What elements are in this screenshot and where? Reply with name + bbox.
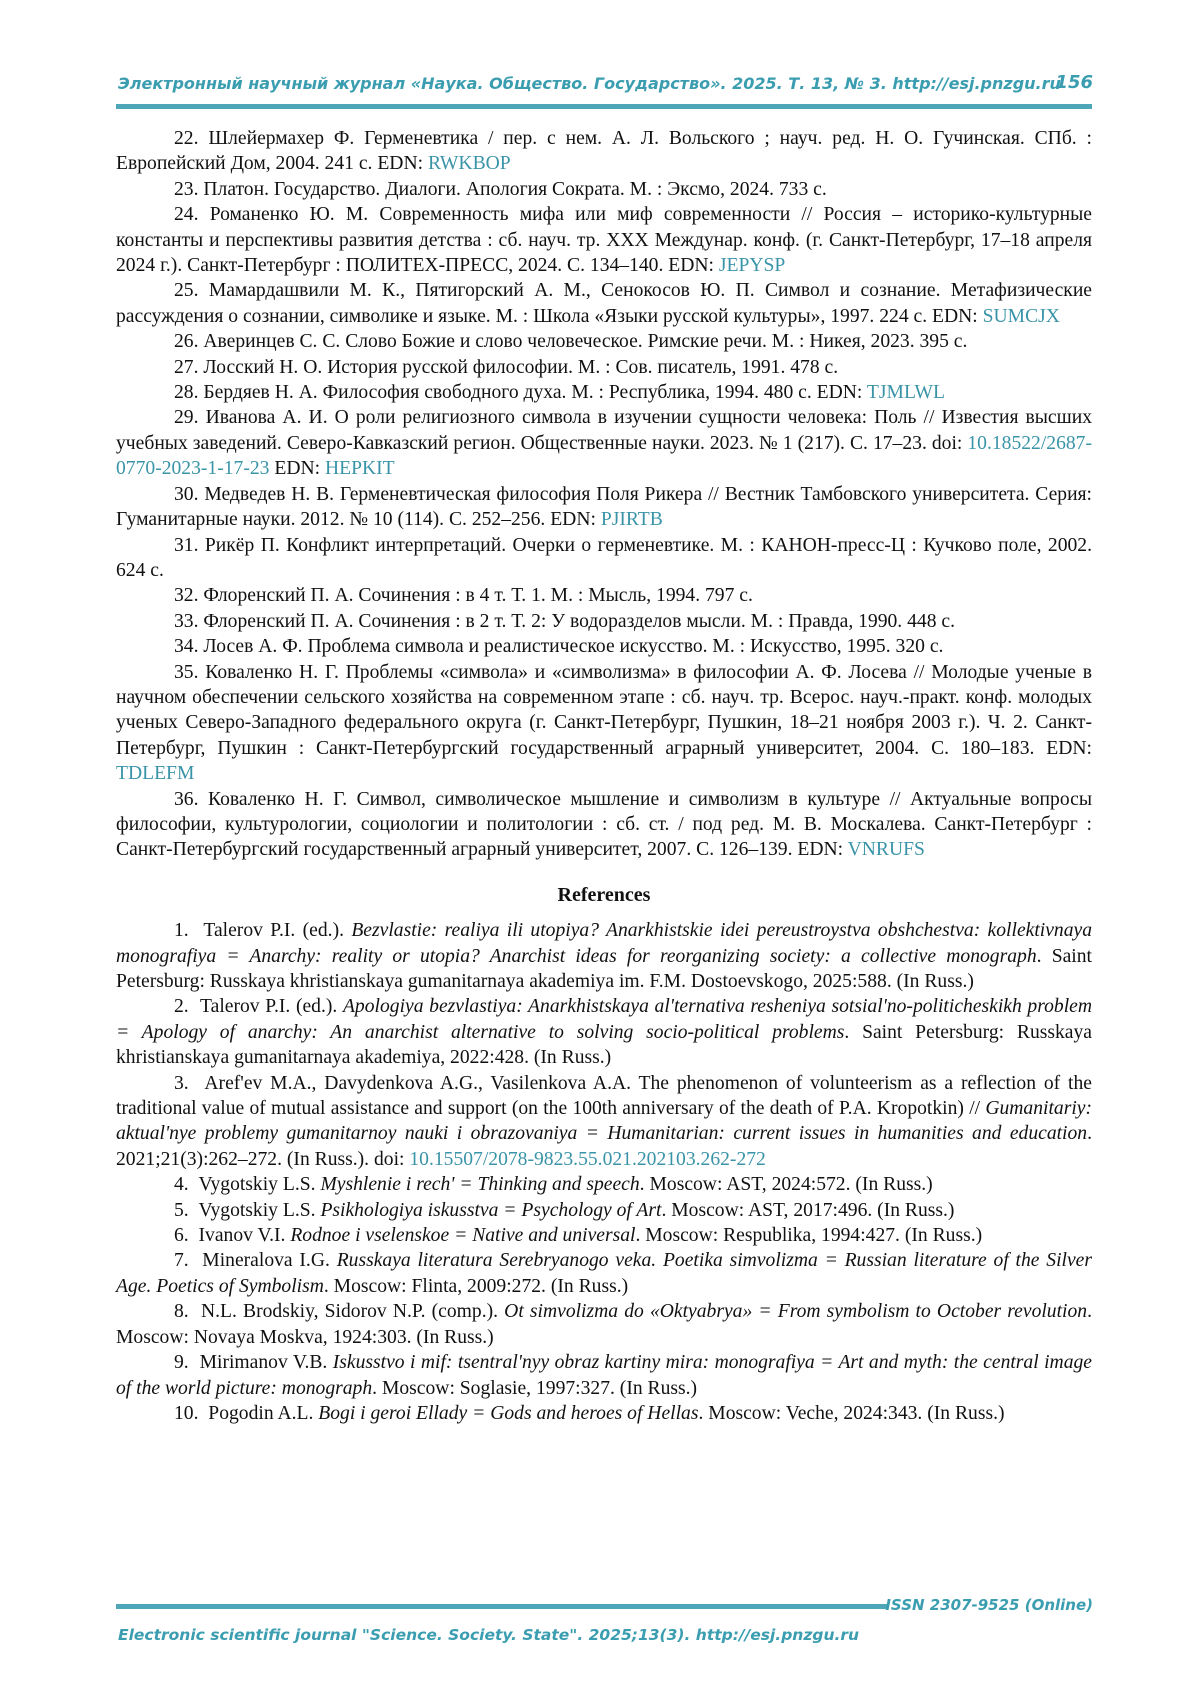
reference-text: EDN: (269, 458, 325, 480)
page-number: 156 (1055, 72, 1093, 93)
reference-imprint: . Moscow: AST, 2024:572. (In Russ.) (639, 1174, 933, 1196)
reference-number: 9. (174, 1352, 200, 1374)
reference-title: Russkaya literatura Serebryanogo veka. Poetika simvolizma = Russian literature of the Silver Age. Poetics of Symbolism (116, 1250, 1092, 1297)
reference-number: 7. (174, 1250, 203, 1272)
edn-link[interactable]: HEPKIT (324, 458, 395, 480)
reference-item (116, 1223, 1092, 1248)
reference-number: 5. (174, 1199, 199, 1221)
reference-title: Iskusstvo i mif: tsentral'nyy obraz kartiny mira: monografiya = Art and myth: the central image of the world picture: monograph (116, 1352, 1092, 1399)
reference-authors: Talerov P.I. (ed.). (203, 920, 352, 942)
reference-number: 6. (174, 1225, 199, 1247)
reference-text: Медведев Н. В. Герменевтическая философия Поля Рикера // Вестник Тамбовского университета. Серия: Гуманитарные науки. 2012. № 10 (114). С. 252–256. EDN: (116, 483, 1093, 531)
reference-number: 29. (174, 407, 206, 429)
reference-text: Рикёр П. Конфликт интерпретаций. Очерки о герменевтике. М. : КАНОН-пресс-Ц : Кучково поле, 2002. 624 с. (116, 534, 1092, 581)
reference-item (116, 533, 1092, 584)
reference-item (116, 355, 1092, 380)
reference-number: 23. (174, 178, 204, 200)
reference-authors: Talerov P.I. (ed.). (200, 996, 343, 1018)
reference-text: Флоренский П. А. Сочинения : в 4 т. Т. 1. М. : Мысль, 1994. 797 с. (203, 585, 753, 607)
edn-link[interactable]: JEPYSP (718, 255, 786, 277)
header-journal-title: Электронный научный журнал «Наука. Общество. Государство». 2025. Т. 13, № 3. http://esj.pnzgu.ru (118, 74, 1061, 93)
reference-text: Коваленко Н. Г. Символ, символическое мышление и символизм в культуре // Актуальные вопросы философии, культурологии, социологии и политологии : сб. ст. / под ред. М. В. Москалева. Санкт-Петербург : Санкт-Петербургский государственный аграрный университет, 2007. С. 126–139. EDN: (116, 788, 1092, 861)
reference-number: 28. (174, 382, 204, 404)
reference-item (116, 1401, 1092, 1426)
reference-item (116, 918, 1092, 994)
reference-title: Ot simvolizma do «Oktyabrya» = From symbolism to October revolution (504, 1301, 1088, 1323)
reference-number: 36. (174, 788, 208, 810)
reference-number: 2. (174, 996, 201, 1018)
reference-item (116, 1071, 1092, 1173)
reference-item (116, 405, 1092, 481)
reference-number: 3. (174, 1072, 205, 1094)
reference-item (116, 1172, 1092, 1197)
header-divider (116, 104, 1092, 109)
edn-link[interactable]: PJIRTB (600, 509, 663, 531)
reference-number: 31. (174, 534, 205, 556)
reference-item (116, 583, 1092, 608)
reference-text: Мамардашвили М. К., Пятигорский А. М., Сенокосов Ю. П. Символ и сознание. Метафизические рассуждения о сознании, символике и языке. М. : Школа «Языки русской культуры», 1997. 224 с. EDN: (116, 280, 1092, 327)
reference-item (116, 202, 1092, 278)
references-heading: References (557, 883, 651, 906)
reference-title: Psikhologiya iskusstva = Psychology of Art (320, 1199, 662, 1221)
footer-divider (116, 1604, 888, 1609)
reference-number: 10. (174, 1402, 209, 1424)
reference-item (116, 380, 1092, 405)
reference-item (116, 126, 1092, 177)
reference-title: Gumanitariy: aktual'nye problemy gumanitarnoy nauki i obrazovaniya = Humanitarian: current issues in humanities and education (116, 1098, 1092, 1145)
reference-item (116, 329, 1092, 354)
reference-imprint: . Moscow: Novaya Moskva, 1924:303. (In Russ.) (116, 1301, 1092, 1348)
reference-text: Платон. Государство. Диалоги. Апология Сократа. М. : Эксмо, 2024. 733 с. (203, 178, 827, 200)
reference-title: Myshlenie i rech' = Thinking and speech (320, 1174, 640, 1196)
reference-item (116, 787, 1092, 863)
reference-imprint: . Saint Petersburg: Russkaya khristianskaya gumanitarnaya akademiya, 2022:428. (In Russ.) (116, 1021, 1092, 1069)
reference-text: Иванова А. И. О роли религиозного символа в изучении сущности человека: Поль // Известия высших учебных заведений. Северо-Кавказский регион. Общественные науки. 2023. № 1 (217). С. 17–23. doi: (116, 407, 1093, 454)
reference-number: 26. (174, 331, 204, 353)
reference-number: 4. (174, 1174, 199, 1196)
reference-item (116, 1299, 1092, 1350)
reference-text: Аверинцев С. С. Слово Божие и слово человеческое. Римские речи. М. : Никея, 2023. 395 с. (203, 331, 968, 353)
reference-text: Шлейермахер Ф. Герменевтика / пер. с нем. А. Л. Вольского ; науч. ред. Н. О. Гучинская. СПб. : Европейский Дом, 2004. 241 с. EDN: (116, 128, 1092, 175)
reference-imprint: . 2021;21(3):262–272. (In Russ.). doi: (116, 1123, 1092, 1170)
russian-reference-list (116, 126, 1092, 863)
reference-number: 25. (174, 280, 209, 302)
reference-text: Лосский Н. О. История русской философии. М. : Сов. писатель, 1991. 478 с. (203, 356, 839, 378)
reference-imprint: . Moscow: AST, 2017:496. (In Russ.) (661, 1199, 955, 1221)
reference-item (116, 482, 1092, 533)
reference-authors: Vygotskiy L.S. (198, 1199, 321, 1221)
reference-title: Rodnoe i vselenskoe = Native and universal (290, 1225, 636, 1247)
reference-item (116, 278, 1092, 329)
reference-number: 22. (174, 128, 209, 149)
reference-number: 24. (174, 204, 210, 226)
reference-imprint: . Moscow: Soglasie, 1997:327. (In Russ.) (372, 1377, 698, 1399)
doi-link[interactable]: 10.18522/2687-0770-2023-1-17-23 (116, 432, 1092, 480)
edn-link[interactable]: RWKBOP (427, 153, 511, 175)
edn-link[interactable]: TJMLWL (866, 382, 945, 404)
reference-number: 32. (174, 585, 204, 607)
reference-authors: N.L. Brodskiy, Sidorov N.P. (comp.). (200, 1301, 505, 1323)
reference-number: 1. (174, 920, 204, 942)
reference-authors: Mineralova I.G. (202, 1250, 337, 1272)
edn-link[interactable]: SUMCJX (982, 305, 1060, 327)
reference-authors: Vygotskiy L.S. (198, 1174, 321, 1196)
reference-imprint: . Moscow: Respublika, 1994:427. (In Russ.) (635, 1225, 983, 1247)
reference-text: Лосев А. Ф. Проблема символа и реалистическое искусство. М. : Искусство, 1995. 320 с. (203, 636, 944, 658)
reference-authors: Aref'ev M.A., Davydenkova A.G., Vasilenkova A.A. The phenomenon of volunteerism as a reflection of the traditional value of mutual assistance and support (on the 100th anniversary of the death of P.A. Kropotkin) // (116, 1072, 1092, 1120)
reference-number: 8. (174, 1301, 201, 1323)
reference-item (116, 660, 1092, 787)
reference-imprint: . Saint Petersburg: Russkaya khristianskaya gumanitarnaya akademiya im. F.M. Dostoevskogo, 2025:588. (In Russ.) (116, 945, 1092, 992)
reference-item (116, 994, 1092, 1070)
reference-text: Романенко Ю. М. Современность мифа или миф современности // Россия – историко-культурные константы и перспективы развития детства : сб. науч. тр. XXX Междунар. конф. (г. Санкт-Петербург, 17–18 апреля 2024 г.). Санкт-Петербург : ПОЛИТЕХ-ПРЕСС, 2024. С. 134–140. EDN: (116, 204, 1093, 277)
reference-number: 33. (174, 610, 204, 632)
reference-item (116, 177, 1092, 202)
doi-link[interactable]: 10.15507/2078-9823.55.021.202103.262-272 (409, 1148, 766, 1170)
reference-authors: Pogodin A.L. (208, 1402, 319, 1424)
reference-number: 35. (174, 661, 206, 683)
edn-link[interactable]: VNRUFS (847, 839, 925, 861)
reference-item (116, 1350, 1092, 1401)
references-body (116, 126, 1092, 1426)
reference-number: 34. (174, 636, 204, 658)
reference-title: Bogi i geroi Ellady = Gods and heroes of Hellas (318, 1402, 699, 1424)
english-reference-list (116, 918, 1092, 1426)
reference-authors: Mirimanov V.B. (199, 1352, 333, 1374)
footer-issn: ISSN 2307-9525 (Online) (885, 1596, 1093, 1614)
footer-journal-citation: Electronic scientific journal "Science. Society. State". 2025;13(3). http://esj.pnzgu.ru (118, 1626, 860, 1644)
reference-imprint: . Moscow: Flinta, 2009:272. (In Russ.) (323, 1275, 629, 1297)
reference-imprint: . Moscow: Veche, 2024:343. (In Russ.) (698, 1402, 1005, 1424)
reference-item (116, 1248, 1092, 1299)
reference-number: 30. (174, 483, 205, 505)
reference-item (116, 1198, 1092, 1223)
reference-text: Флоренский П. А. Сочинения : в 2 т. Т. 2: У водоразделов мысли. М. : Правда, 1990. 448 с. (203, 610, 955, 632)
reference-item (116, 609, 1092, 634)
reference-text: Бердяев Н. А. Философия свободного духа. М. : Республика, 1994. 480 с. EDN: (203, 382, 867, 404)
reference-authors: Ivanov V.I. (198, 1225, 291, 1247)
reference-title: Bezvlastie: realiya ili utopiya? Anarkhistskie idei pereustroystva obshchestva: kollektivnaya monografiya = Anarchy: reality or utopia? Anarchist ideas for reorganizing society: a collective monograph (116, 920, 1093, 967)
reference-title: Apologiya bezvlastiya: Anarkhistskaya al'ternativa resheniya sotsial'no-politicheskikh problem = Apology of anarchy: An anarchist alternative to solving socio-political problems (116, 996, 1093, 1043)
reference-text: Коваленко Н. Г. Проблемы «символа» и «символизма» в философии А. Ф. Лосева // Молодые ученые в научном обеспечении сельского хозяйства на современном этапе : сб. науч. тр. Всерос. науч.-практ. конф. молодых ученых Северо-Западного федерального округа (г. Санкт-Петербург, Пушкин, 18–21 ноября 2003 г.). Ч. 2. Санкт-Петербург, Пушкин : Санкт-Петербургский государственный аграрный университет, 2004. С. 180–183. EDN: (116, 661, 1092, 759)
reference-item (116, 634, 1092, 659)
reference-number: 27. (174, 356, 204, 378)
edn-link[interactable]: TDLEFM (116, 763, 195, 785)
